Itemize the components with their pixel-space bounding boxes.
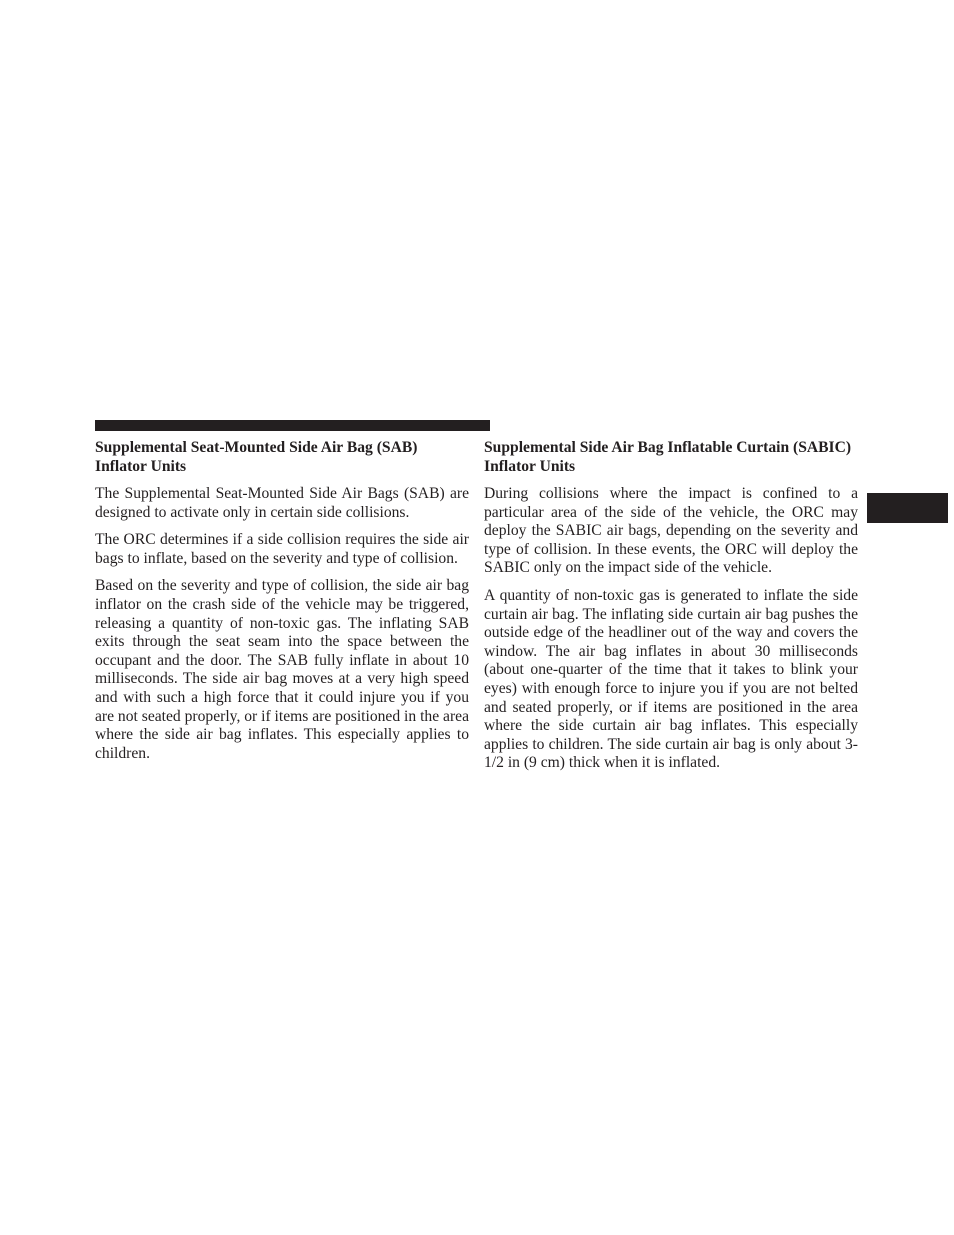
sabic-paragraph-2: A quantity of non-toxic gas is generated to inflate the side curtain air bag. The inflating side curtain air bag pushes the outside edge of the headliner out of the way and covers the window. The air bag inflates in about 30 milliseconds (about one-quarter of the time that it takes to blink your eyes) with enough force to injure you if you are not belted and seated properly, or if items are positioned in the area where the side curtain air bag inflates. This especially applies to children. The side curtain air bag is only about 3-1/2 in (9 cm) thick when it is inflated. <box>484 586 858 772</box>
sabic-section-heading: Supplemental Side Air Bag Inflatable Curtain (SABIC) Inflator Units <box>484 439 852 475</box>
sab-paragraph-3: Based on the severity and type of collision, the side air bag inflator on the crash side of the vehicle may be triggered, releasing a quantity of non-toxic gas. The inflating SAB exits through the seat seam into the space between the occupant and the door. The SAB fully inflate in about 10 milliseconds. The side air bag moves at a very high speed and with such a high force that it could injure you if you are not seated properly, or if items are positioned in the area where the side air bag inflates. This especially applies to children. <box>95 577 469 762</box>
chapter-thumb-tab <box>867 493 948 523</box>
section-divider-bar <box>95 420 490 431</box>
sab-section-heading: Supplemental Seat-Mounted Side Air Bag (SAB) Inflator Units <box>95 439 418 475</box>
sabic-paragraph-1: During collisions where the impact is confined to a particular area of the side of the vehicle, the ORC may deploy the SABIC air bags, depending on the severity and type of collision. In these events, the ORC will deploy the SABIC only on the impact side of the vehicle. <box>484 485 858 577</box>
left-column <box>95 438 469 772</box>
right-column <box>484 438 858 782</box>
sab-paragraph-1: The Supplemental Seat-Mounted Side Air Bags (SAB) are designed to activate only in certain side collisions. <box>95 485 469 521</box>
sab-paragraph-2: The ORC determines if a side collision requires the side air bags to inflate, based on the severity and type of collision. <box>95 531 469 567</box>
